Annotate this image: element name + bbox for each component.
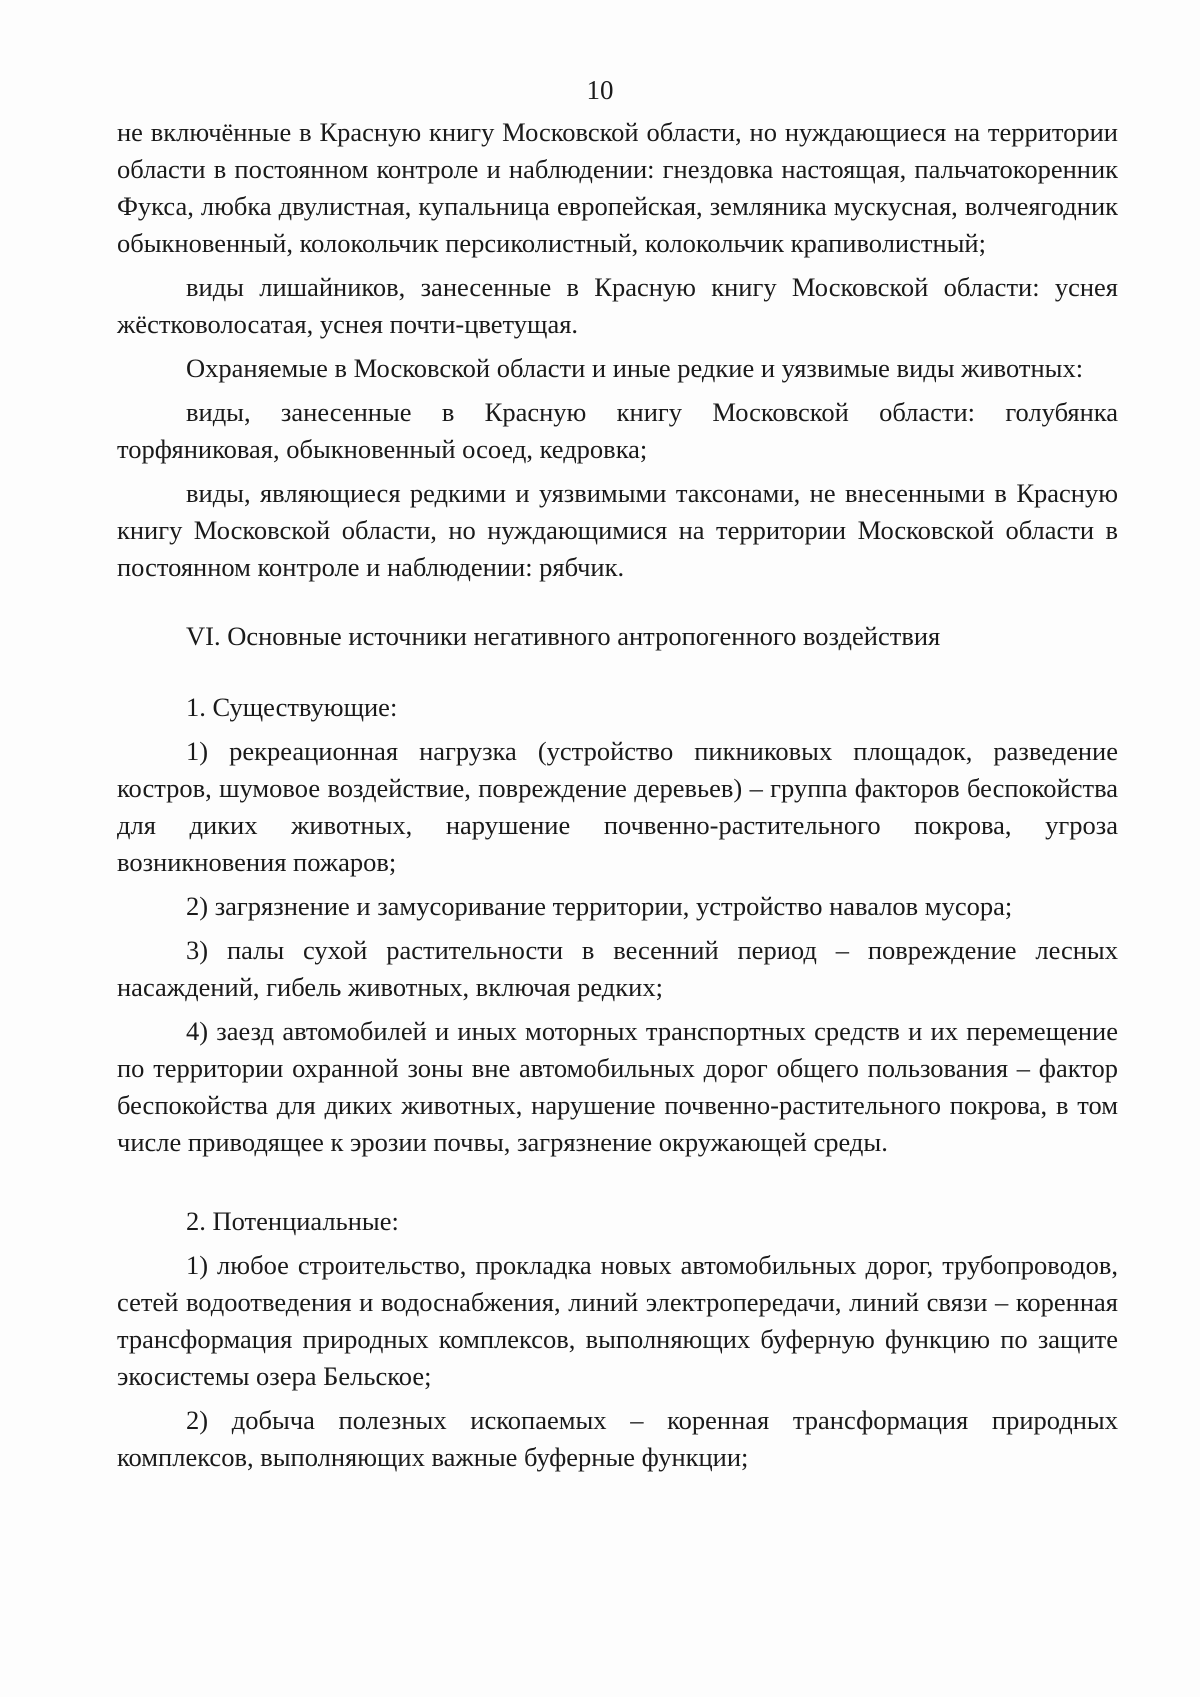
potential-item-1: 1) любое строительство, прокладка новых автомобильных дорог, трубопроводов, сетей водоотведения и водоснабжения, линий электропередачи, линий связи – коренная трансформация природных комплексов, выполняющих буферную функцию по защите экосистемы озера Бельское;	[117, 1250, 1118, 1391]
existing-item-3: 3) палы сухой растительности в весенний период – повреждение лесных насаждений, гибель животных, включая редких;	[117, 935, 1118, 1002]
section-gap	[117, 1168, 1118, 1203]
existing-title: 1. Существующие:	[186, 692, 398, 722]
paragraph-animals-intro: Охраняемые в Московской области и иные редкие и уязвимые виды животных:	[186, 353, 1084, 383]
existing-item-4: 4) заезд автомобилей и иных моторных транспортных средств и их перемещение по территории охранной зоны вне автомобильных дорог общего пользования – фактор беспокойства для диких животных, нарушение почвенно-растительного покрова, в том числе приводящее к эрозии почвы, загрязнение окружающей среды.	[117, 1016, 1118, 1157]
paragraph-lichens: виды лишайников, занесенные в Красную книгу Московской области: уснея жёстковолосатая, уснея почти-цветущая.	[117, 272, 1118, 339]
document-body	[117, 114, 1118, 1483]
paragraph-animals-rare: виды, являющиеся редкими и уязвимыми таксонами, не внесенными в Красную книгу Московской области, но нуждающимися на территории Московской области в постоянном контроле и наблюдении: рябчик.	[117, 478, 1118, 582]
existing-item-1: 1) рекреационная нагрузка (устройство пикниковых площадок, разведение костров, шумовое воздействие, повреждение деревьев) – группа факторов беспокойства для диких животных, нарушение почвенно-растительного покрова, угроза возникновения пожаров;	[117, 736, 1118, 877]
section-heading: VI. Основные источники негативного антропогенного воздействия	[186, 621, 941, 651]
potential-item-2: 2) добыча полезных ископаемых – коренная трансформация природных комплексов, выполняющих важные буферные функции;	[117, 1405, 1118, 1472]
page-number: 10	[586, 75, 614, 105]
paragraph-animals-red-book: виды, занесенные в Красную книгу Московской области: голубянка торфяниковая, обыкновенный осоед, кедровка;	[117, 397, 1118, 464]
existing-item-2: 2) загрязнение и замусоривание территории, устройство навалов мусора;	[186, 891, 1013, 921]
paragraph-plants-continued: не включённые в Красную книгу Московской области, но нуждающиеся на территории области в постоянном контроле и наблюдении: гнездовка настоящая, пальчатокоренник Фукса, любка двулистная, купальница европейская, земляника мускусная, волчеягодник обыкновенный, колокольчик персиколистный, колокольчик крапиволистный;	[117, 117, 1118, 258]
potential-title: 2. Потенциальные:	[186, 1206, 399, 1236]
